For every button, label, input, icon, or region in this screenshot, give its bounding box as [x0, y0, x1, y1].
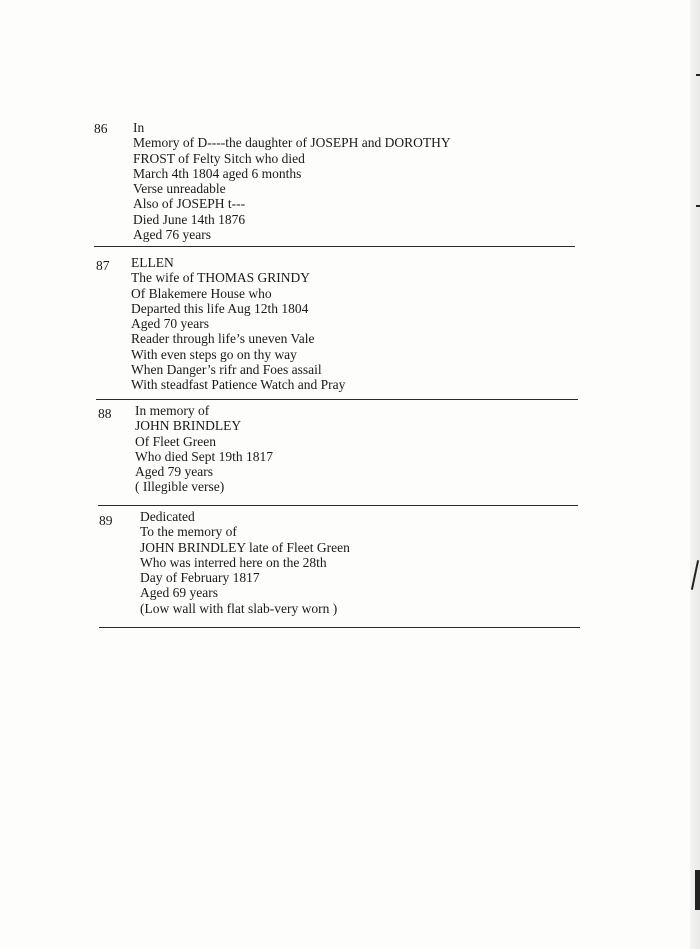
entry-line: Also of JOSEPH t---: [133, 196, 246, 212]
entry-number: 86: [94, 121, 108, 136]
entry-line: Aged 69 years: [140, 585, 218, 601]
entry-line: March 4th 1804 aged 6 months: [133, 165, 302, 181]
separator-rule: [99, 627, 580, 628]
entry-line: Reader through life’s uneven Vale: [131, 331, 315, 347]
entry-line: Of Fleet Green: [135, 433, 216, 449]
entry-line: Verse unreadable: [133, 181, 226, 197]
entry-line: (Low wall with flat slab-very worn ): [140, 600, 338, 616]
separator-rule: [98, 505, 578, 506]
entry-line: With even steps go on thy way: [131, 346, 297, 362]
entry-line: Died June 14th 1876: [133, 211, 246, 227]
entry-line: In: [133, 120, 145, 135]
entry-number: 89: [99, 513, 113, 528]
entry-number: 87: [96, 258, 110, 273]
entry-line: With steadfast Patience Watch and Pray: [131, 377, 346, 393]
entry-line: ELLEN: [131, 255, 174, 270]
entry-line: Memory of D----the daughter of JOSEPH and DOROTHY: [133, 135, 451, 151]
edge-mark: [691, 560, 699, 590]
entry-line: In memory of: [135, 403, 210, 418]
entry-text: [131, 255, 345, 393]
entry-line: The wife of THOMAS GRINDY: [131, 270, 310, 286]
entry-line: Who died Sept 19th 1817: [135, 448, 273, 464]
entry-line: Who was interred here on the 28th: [140, 554, 327, 570]
entry-line: Aged 76 years: [133, 227, 211, 243]
entry-line: To the memory of: [140, 524, 237, 540]
entry-text: [133, 120, 451, 242]
entry-line: Aged 70 years: [131, 316, 209, 332]
entry-text: [140, 509, 350, 616]
entry-line: FROST of Felty Sitch who died: [133, 150, 305, 166]
entry-line: When Danger’s rifr and Foes assail: [131, 362, 322, 378]
entry-line: Dedicated: [140, 509, 195, 524]
entry-line: JOHN BRINDLEY: [135, 418, 242, 434]
edge-mark: [696, 205, 700, 207]
separator-rule: [94, 246, 575, 247]
edge-mark: [695, 870, 700, 910]
entry-line: Departed this life Aug 12th 1804: [131, 300, 309, 316]
entry-text: [135, 403, 273, 495]
entry-line: Aged 79 years: [135, 464, 213, 480]
entry-line: Day of February 1817: [140, 570, 260, 586]
entry-number: 88: [98, 406, 112, 421]
entry-line: Of Blakemere House who: [131, 285, 272, 301]
edge-mark: [696, 74, 700, 76]
entry-line: ( Illegible verse): [135, 479, 225, 495]
separator-rule: [96, 399, 578, 400]
page-edge: [690, 0, 700, 949]
entry-line: JOHN BRINDLEY late of Fleet Green: [140, 539, 350, 555]
